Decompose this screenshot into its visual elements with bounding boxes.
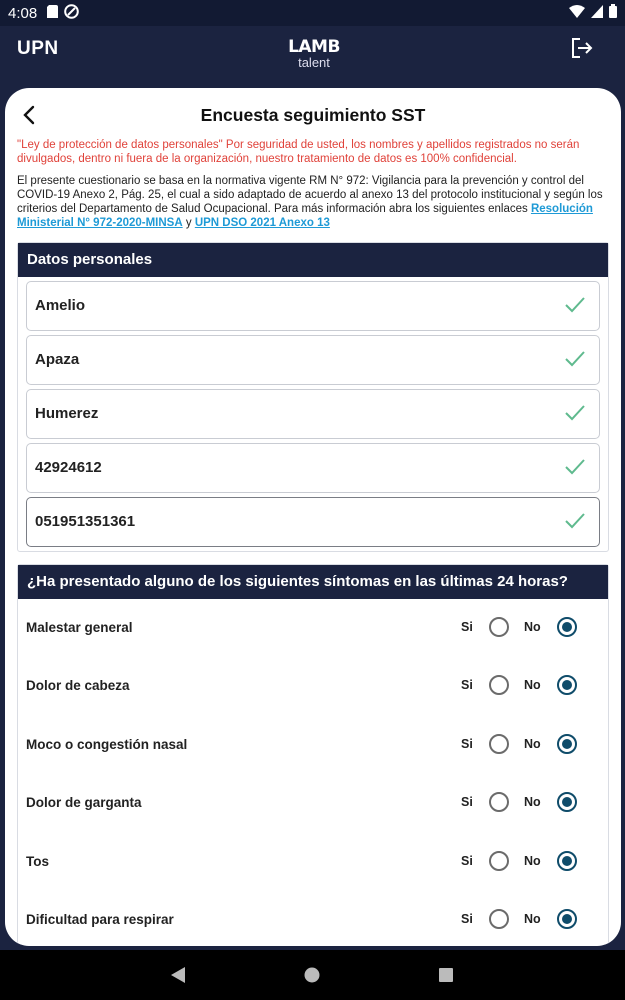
field-value: 051951351361 xyxy=(35,513,136,530)
sd-card-icon xyxy=(47,5,58,21)
intro-body: El presente cuestionario se basa en la normativa vigente RM N° 972: Vigilancia para la prevención y control del COVID-19 Anexo 2, Pág. 25, el cual a sido adaptado de acuerdo al anexo 13 del protocolo institucional y según los criterios del Departamento de Salud Ocupacional. Para más información abra los siguientes enlaces xyxy=(17,175,603,215)
no-label: No xyxy=(524,795,541,810)
symptom-label: Tos xyxy=(26,853,49,869)
last-name-field[interactable] xyxy=(26,335,600,385)
nav-recents-icon[interactable] xyxy=(438,967,454,983)
yes-radio[interactable] xyxy=(489,617,509,637)
second-last-name-field[interactable] xyxy=(26,389,600,439)
section-title: ¿Ha presentado alguno de los siguientes síntomas en las últimas 24 horas? xyxy=(18,565,608,599)
do-not-disturb-icon xyxy=(64,4,79,22)
status-time: 4:08 xyxy=(8,4,38,22)
brand-title: UPN xyxy=(17,38,59,59)
yes-label: Si xyxy=(461,911,473,926)
no-label: No xyxy=(524,620,541,634)
link-upn-dso-anexo[interactable]: UPN DSO 2021 Anexo 13 xyxy=(194,217,330,229)
symptom-row xyxy=(18,774,608,832)
symptoms-section xyxy=(17,564,609,946)
symptom-row xyxy=(18,657,608,715)
privacy-notice: "Ley de protección de datos personales" Por seguridad de usted, los nombres y apellidos registrados no serán divulgados, dentro ni fuera de la organización, nuestro tratamiento de datos es 100% confidencial. xyxy=(17,139,580,165)
no-label: No xyxy=(524,736,541,751)
phone-field[interactable] xyxy=(26,497,600,547)
page-title: Encuesta seguimiento SST xyxy=(200,105,426,125)
logo-main: LAMB xyxy=(288,37,340,57)
symptom-label: Dolor de cabeza xyxy=(26,678,130,694)
no-radio[interactable] xyxy=(557,734,577,754)
symptom-row xyxy=(18,891,608,946)
no-label: No xyxy=(524,678,541,693)
logout-icon[interactable] xyxy=(570,36,594,60)
yes-radio[interactable] xyxy=(489,792,509,812)
yes-label: Si xyxy=(461,853,473,868)
check-icon xyxy=(565,297,585,313)
symptom-label: Malestar general xyxy=(26,620,133,635)
intro-text xyxy=(17,174,609,230)
check-icon xyxy=(565,405,585,421)
symptom-row xyxy=(18,599,608,657)
battery-icon xyxy=(609,4,617,22)
yes-radio[interactable] xyxy=(489,851,509,871)
check-icon xyxy=(565,513,585,529)
symptom-row xyxy=(18,833,608,891)
nav-back-icon[interactable] xyxy=(170,967,186,983)
system-nav-bar xyxy=(0,950,625,1000)
yes-radio[interactable] xyxy=(489,734,509,754)
no-label: No xyxy=(524,911,541,926)
no-radio[interactable] xyxy=(557,792,577,812)
section-title: Datos personales xyxy=(18,243,608,277)
symptom-label: Dificultad para respirar xyxy=(26,911,174,927)
field-value: 42924612 xyxy=(35,459,102,476)
status-bar xyxy=(0,0,625,26)
symptom-label: Moco o congestión nasal xyxy=(26,736,188,752)
app-header xyxy=(0,26,625,88)
yes-label: Si xyxy=(461,678,473,693)
signal-icon xyxy=(591,5,603,22)
yes-label: Si xyxy=(461,620,473,634)
yes-radio[interactable] xyxy=(489,909,509,929)
card-header xyxy=(5,88,621,138)
wifi-icon xyxy=(569,5,585,22)
check-icon xyxy=(565,459,585,475)
field-value: Amelio xyxy=(35,297,86,314)
link-joiner: y xyxy=(185,217,192,229)
document-number-field[interactable] xyxy=(26,443,600,493)
check-icon xyxy=(565,351,585,367)
symptom-label: Dolor de garganta xyxy=(26,795,142,811)
survey-card xyxy=(5,88,621,946)
logo-sub: talent xyxy=(298,55,330,70)
nav-home-icon[interactable] xyxy=(304,967,320,983)
field-value: Apaza xyxy=(35,351,80,368)
personal-data-section xyxy=(17,242,609,552)
no-radio[interactable] xyxy=(557,909,577,929)
symptom-list xyxy=(18,599,608,946)
no-radio[interactable] xyxy=(557,617,577,637)
lamb-talent-logo xyxy=(280,38,348,70)
yes-label: Si xyxy=(461,736,473,751)
no-radio[interactable] xyxy=(557,675,577,695)
symptom-row xyxy=(18,716,608,774)
link-resolucion-ministerial[interactable]: Resolución Ministerial N° 972-2020-MINSA xyxy=(17,203,593,229)
first-name-field[interactable] xyxy=(26,281,600,331)
yes-radio[interactable] xyxy=(489,675,509,695)
field-value: Humerez xyxy=(35,405,99,422)
no-label: No xyxy=(524,853,541,868)
yes-label: Si xyxy=(461,795,473,810)
no-radio[interactable] xyxy=(557,851,577,871)
